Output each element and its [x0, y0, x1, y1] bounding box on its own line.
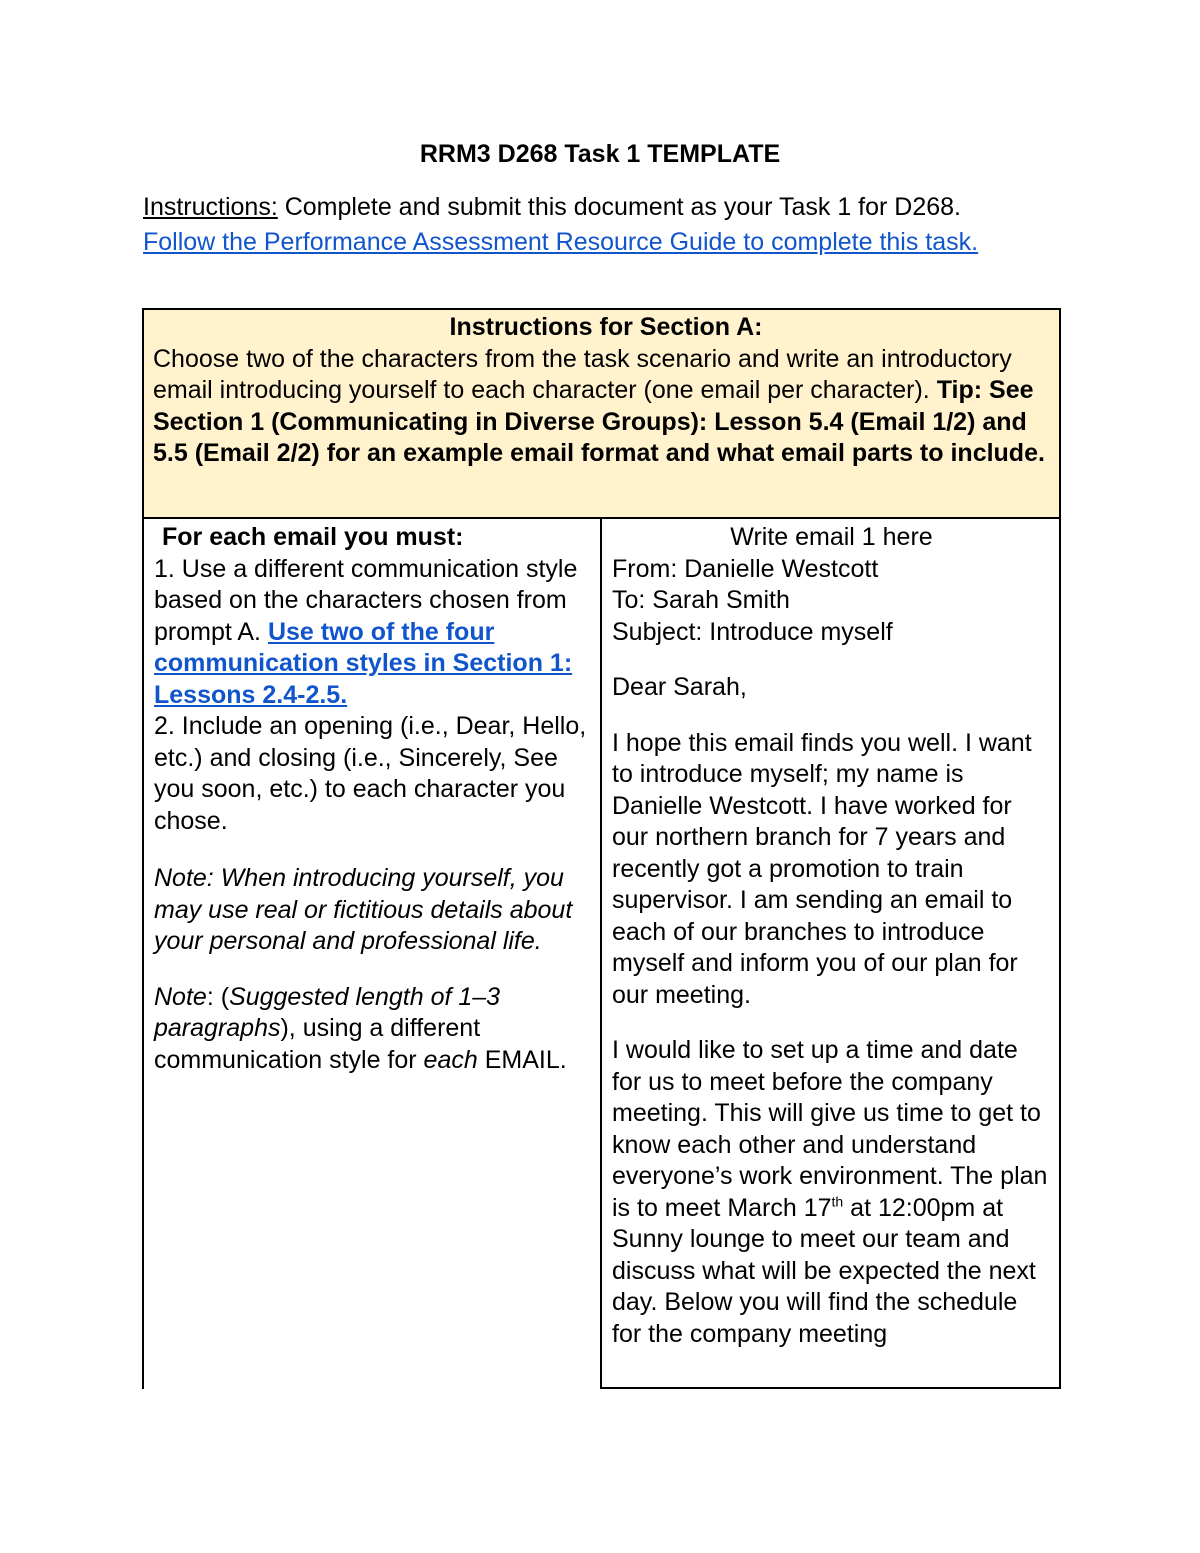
email-paragraph-2-start: I would like to set up a time and date for us to meet before the company meeting. This will give us time to get to know each other and understand everyone’s work environment. The plan is to meet March 17 — [612, 1036, 1048, 1222]
note-each: each — [423, 1045, 478, 1074]
email-paragraph-1: I hope this email finds you well. I want to introduce myself; my name is Danielle Westcott. I have worked for our northern branch for 7 years and recently got a promotion to train supervisor. I am sending an email to each of our branches to introduce myself and inform you of our plan for our meeting. — [612, 728, 1032, 1009]
requirement-item-1 — [154, 554, 593, 712]
email-requirements-cell — [142, 519, 601, 1389]
email-subject: Subject: Introduce myself — [612, 617, 893, 646]
instructions-label: Instructions: — [143, 193, 278, 221]
section-a-tip: Tip: See Section 1 (Communicating in Diverse Groups): Lesson 5.4 (Email 1/2) and 5.5 (Email 2/2) for an example email format and what email parts to include. — [153, 376, 1045, 467]
requirements-heading: For each email you must: — [162, 523, 464, 551]
requirement-item-1-text: 1. Use a different communication style based on the characters chosen from prompt A. — [154, 554, 578, 646]
resource-guide-link[interactable]: Follow the Performance Assessment Resource Guide to complete this task. — [143, 228, 979, 256]
date-ordinal-suffix: th — [831, 1193, 844, 1210]
note-end: EMAIL. — [477, 1045, 567, 1074]
note-label: Note — [154, 982, 207, 1011]
communication-styles-link[interactable]: Use two of the four communication styles in Section 1: Lessons 2.4-2.5. — [154, 617, 573, 709]
email-1-cell[interactable] — [600, 519, 1061, 1389]
section-a-instructions-cell — [142, 308, 1061, 519]
email-1-heading: Write email 1 here — [730, 523, 933, 551]
document-title: RRM3 D268 Task 1 TEMPLATE — [419, 140, 781, 168]
note-suggested-length — [154, 982, 593, 1077]
requirement-item-2: 2. Include an opening (i.e., Dear, Hello, etc.) and closing (i.e., Sincerely, See you soon, etc.) to each character you chose. — [154, 712, 587, 835]
note-introducing-yourself: Note: When introducing yourself, you may use real or fictitious details about your personal and professional life. — [154, 864, 573, 955]
email-to: To: Sarah Smith — [612, 586, 790, 614]
email-paragraph-2-end: at 12:00pm at Sunny lounge to meet our team and discuss what will be expected the next day. Below you will find the schedule for the company meeting — [612, 1193, 1036, 1348]
instructions-text: Complete and submit this document as your Task 1 for D268. — [277, 193, 961, 221]
email-from: From: Danielle Westcott — [612, 554, 879, 583]
note-length-italic: Suggested length of 1–3 paragraphs — [154, 982, 501, 1042]
instructions-block — [143, 190, 1063, 260]
email-greeting: Dear Sarah, — [612, 673, 747, 701]
section-a-text: Choose two of the characters from the task scenario and write an introductory email introducing yourself to each character (one email per character). — [153, 344, 1012, 404]
note-paren: : ( — [206, 982, 230, 1011]
section-a-body — [153, 344, 1059, 470]
email-paragraph-2 — [612, 1035, 1051, 1350]
note-length-rest: ), using a different communication style for — [154, 1014, 481, 1074]
section-a-heading: Instructions for Section A: — [449, 313, 763, 341]
